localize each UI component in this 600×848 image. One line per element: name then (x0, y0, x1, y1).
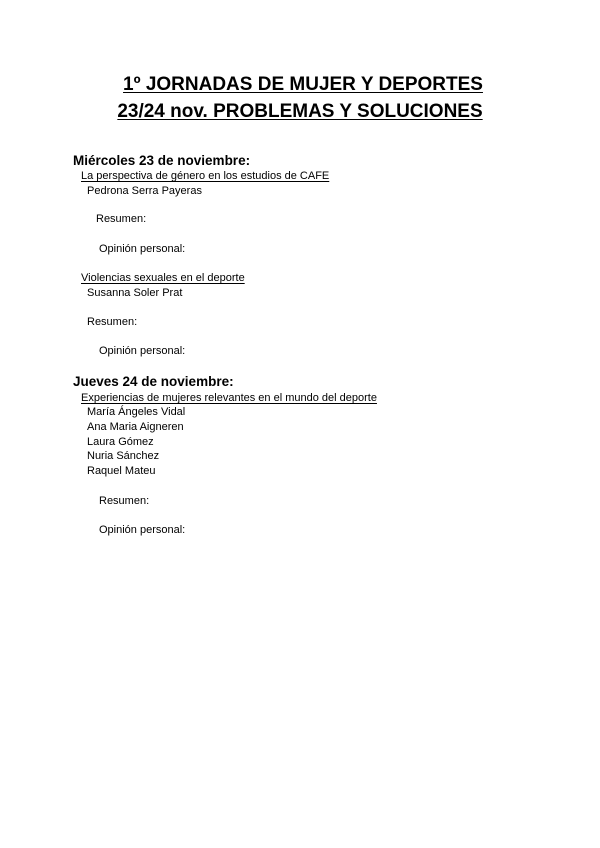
document-title-line-2: 23/24 nov. PROBLEMAS Y SOLUCIONES (117, 101, 483, 122)
speaker-name: Ana Maria Aigneren (87, 421, 184, 433)
opinion-label: Opinión personal: (99, 524, 186, 536)
session-topic: Experiencias de mujeres relevantes en el mundo del deporte (81, 392, 377, 404)
session-topic: La perspectiva de género en los estudios de CAFE (81, 170, 330, 182)
speaker-name: Susanna Soler Prat (87, 287, 183, 299)
speaker-name: Pedrona Serra Payeras (87, 185, 202, 197)
speaker-name: Laura Gómez (87, 436, 154, 448)
speaker-name: Raquel Mateu (87, 465, 156, 477)
opinion-label: Opinión personal: (99, 243, 186, 255)
summary-label: Resumen: (87, 316, 138, 328)
summary-label: Resumen: (96, 213, 147, 225)
day-heading: Miércoles 23 de noviembre: (73, 153, 251, 168)
speaker-name: María Ángeles Vidal (87, 406, 186, 418)
speaker-name: Nuria Sánchez (87, 450, 160, 462)
day-heading: Jueves 24 de noviembre: (73, 374, 234, 389)
session-topic: Violencias sexuales en el deporte (81, 272, 245, 284)
opinion-label: Opinión personal: (99, 345, 186, 357)
document-title-line-1: 1º JORNADAS DE MUJER Y DEPORTES (123, 74, 483, 95)
summary-label: Resumen: (99, 495, 150, 507)
